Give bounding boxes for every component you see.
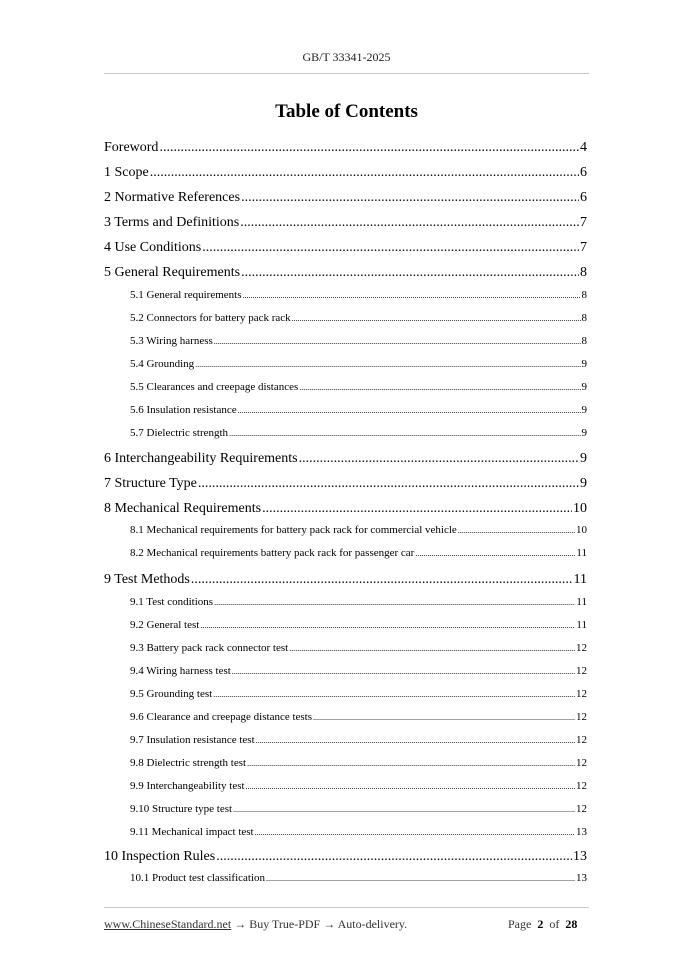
toc-dot-leader (266, 872, 575, 884)
toc-entry-title: 8 Mechanical Requirements (104, 501, 262, 516)
toc-dot-leader (195, 358, 580, 370)
toc-entry[interactable] (104, 165, 587, 181)
toc-dot-leader (255, 826, 575, 838)
toc-entry-page: 12 (576, 711, 587, 723)
toc-entry[interactable] (104, 501, 587, 517)
toc-entry[interactable] (130, 381, 587, 393)
toc-entry-page: 9 (581, 404, 587, 416)
toc-entry-page: 9 (581, 427, 587, 439)
toc-entry-title: 9.8 Dielectric strength test (130, 757, 247, 769)
toc-entry-page: 4 (580, 140, 587, 155)
toc-entry-page: 12 (576, 688, 587, 700)
toc-entry-page: 7 (580, 215, 587, 230)
toc-dot-leader (200, 619, 575, 631)
toc-entry-title: 5.4 Grounding (130, 358, 195, 370)
toc-entry[interactable] (130, 596, 587, 608)
toc-dot-leader (299, 381, 580, 393)
toc-entry-page: 9 (580, 476, 587, 491)
toc-entry[interactable] (130, 826, 587, 838)
toc-entry-title: 5.5 Clearances and creepage distances (130, 381, 299, 393)
toc-entry[interactable] (130, 665, 587, 677)
toc-entry[interactable] (104, 451, 587, 467)
page-label: Page (508, 917, 532, 931)
toc-entry-page: 12 (576, 665, 587, 677)
toc-entry-title: 3 Terms and Definitions (104, 215, 240, 230)
auto-delivery-text: Auto-delivery. (337, 917, 408, 931)
toc-entry[interactable] (104, 140, 587, 156)
toc-entry-title: 9.1 Test conditions (130, 596, 214, 608)
toc-entry[interactable] (130, 427, 587, 439)
toc-dot-leader (241, 190, 579, 206)
page-total: 28 (565, 917, 578, 931)
toc-entry-title: 5 General Requirements (104, 265, 241, 280)
toc-entry-page: 11 (576, 596, 587, 608)
toc-dot-leader (191, 572, 573, 588)
toc-entry[interactable] (130, 803, 587, 815)
toc-dot-leader (198, 476, 579, 492)
toc-entry-title: 9.5 Grounding test (130, 688, 213, 700)
toc-entry-page: 8 (580, 265, 587, 280)
toc-entry[interactable] (104, 215, 587, 231)
toc-entry-title: 6 Interchangeability Requirements (104, 451, 298, 466)
page-number (508, 917, 577, 932)
toc-entry-title: 1 Scope (104, 165, 149, 180)
toc-entry-page: 8 (581, 289, 587, 301)
toc-entry-page: 13 (576, 872, 587, 884)
toc-dot-leader (415, 547, 575, 559)
toc-entry-page: 9 (581, 381, 587, 393)
toc-entry[interactable] (104, 190, 587, 206)
toc-dot-leader (213, 688, 575, 700)
toc-dot-leader (150, 165, 579, 181)
toc-entry-title: 9.10 Structure type test (130, 803, 233, 815)
toc-entry-page: 10 (573, 501, 587, 516)
toc-entry[interactable] (130, 734, 587, 746)
arrow-right-icon: → (234, 917, 247, 931)
toc-dot-leader (229, 427, 580, 439)
page-of-label: of (549, 917, 560, 931)
toc-entry-title: 5.6 Insulation resistance (130, 404, 237, 416)
toc-entry-title: 9.9 Interchangeability test (130, 780, 245, 792)
page-title: Table of Contents (275, 101, 418, 122)
toc-entry[interactable] (130, 757, 587, 769)
toc-dot-leader (247, 757, 575, 769)
toc-entry[interactable] (130, 335, 587, 347)
toc-entry-title: 5.7 Dielectric strength (130, 427, 229, 439)
toc-entry-page: 6 (580, 190, 587, 205)
toc-dot-leader (214, 335, 581, 347)
buy-true-pdf-text: Buy True-PDF (249, 917, 321, 931)
toc-entry[interactable] (104, 849, 587, 865)
page-current: 2 (537, 917, 544, 931)
toc-entry-page: 8 (581, 335, 587, 347)
toc-entry-page: 11 (576, 619, 587, 631)
toc-entry-page: 12 (576, 780, 587, 792)
toc-entry-title: 9.4 Wiring harness test (130, 665, 231, 677)
toc-entry[interactable] (130, 642, 587, 654)
toc-entry-page: 13 (573, 849, 587, 864)
toc-dot-leader (241, 265, 579, 281)
toc-entry[interactable] (130, 404, 587, 416)
toc-entry-title: 5.3 Wiring harness (130, 335, 213, 347)
toc-entry-page: 7 (580, 240, 587, 255)
toc-entry[interactable] (130, 619, 587, 631)
toc-entry[interactable] (130, 547, 587, 559)
toc-entry[interactable] (130, 289, 587, 301)
toc-entry-page: 12 (576, 642, 587, 654)
toc-entry-title: 9.6 Clearance and creepage distance tests (130, 711, 313, 723)
toc-entry-title: 10 Inspection Rules (104, 849, 216, 864)
footer-divider (104, 907, 589, 908)
website-link[interactable]: www.ChineseStandard.net (104, 917, 232, 931)
document-id-header: GB/T 33341-2025 (302, 50, 391, 64)
footer-promo (104, 917, 407, 932)
toc-entry-page: 8 (581, 312, 587, 324)
toc-entry[interactable] (130, 358, 587, 370)
toc-entry-page: 12 (576, 757, 587, 769)
toc-entry[interactable] (104, 240, 587, 256)
toc-dot-leader (202, 240, 579, 256)
arrow-right-icon: → (323, 917, 336, 931)
toc-dot-leader (458, 524, 575, 536)
toc-entry-title: 9.7 Insulation resistance test (130, 734, 255, 746)
toc-entry-page: 10 (576, 524, 587, 536)
toc-dot-leader (313, 711, 575, 723)
toc-entry[interactable] (104, 572, 587, 588)
toc-entry-page: 9 (580, 451, 587, 466)
toc-entry[interactable] (130, 780, 587, 792)
toc-dot-leader (242, 289, 580, 301)
toc-entry[interactable] (104, 476, 587, 492)
header-divider (104, 73, 589, 74)
toc-dot-leader (214, 596, 575, 608)
toc-dot-leader (246, 780, 575, 792)
toc-entry-page: 6 (580, 165, 587, 180)
toc-entry-page: 9 (581, 358, 587, 370)
toc-entry-title: 7 Structure Type (104, 476, 197, 491)
toc-dot-leader (289, 642, 575, 654)
toc-entry[interactable] (130, 524, 587, 536)
toc-entry-page: 12 (576, 803, 587, 815)
toc-entry[interactable] (130, 688, 587, 700)
toc-entry-title: 9.3 Battery pack rack connector test (130, 642, 289, 654)
toc-dot-leader (159, 140, 579, 156)
toc-entry[interactable] (104, 265, 587, 281)
toc-entry-title: 10.1 Product test classification (130, 872, 266, 884)
toc-entry-page: 11 (573, 572, 587, 587)
toc-entry-title: 2 Normative References (104, 190, 241, 205)
toc-dot-leader (232, 665, 575, 677)
toc-dot-leader (238, 404, 581, 416)
toc-entry-title: 4 Use Conditions (104, 240, 202, 255)
toc-entry-title: 8.2 Mechanical requirements battery pack rack for passenger car (130, 547, 415, 559)
toc-dot-leader (233, 803, 575, 815)
toc-entry-page: 12 (576, 734, 587, 746)
toc-dot-leader (299, 451, 579, 467)
toc-entry-title: 9.2 General test (130, 619, 200, 631)
toc-dot-leader (262, 501, 572, 517)
toc-dot-leader (292, 312, 581, 324)
toc-dot-leader (240, 215, 579, 231)
toc-entry-title: 5.2 Connectors for battery pack rack (130, 312, 291, 324)
toc-entry-title: 5.1 General requirements (130, 289, 242, 301)
toc-entry-title: 9.11 Mechanical impact test (130, 826, 254, 838)
toc-entry-title: Foreword (104, 140, 159, 155)
toc-entry[interactable] (130, 312, 587, 324)
toc-entry[interactable] (130, 711, 587, 723)
toc-entry-page: 13 (576, 826, 587, 838)
toc-dot-leader (216, 849, 572, 865)
toc-entry-title: 9 Test Methods (104, 572, 190, 587)
toc-entry-page: 11 (576, 547, 587, 559)
toc-entry[interactable] (130, 872, 587, 884)
toc-entry-title: 8.1 Mechanical requirements for battery pack rack for commercial vehicle (130, 524, 457, 536)
toc-dot-leader (256, 734, 575, 746)
